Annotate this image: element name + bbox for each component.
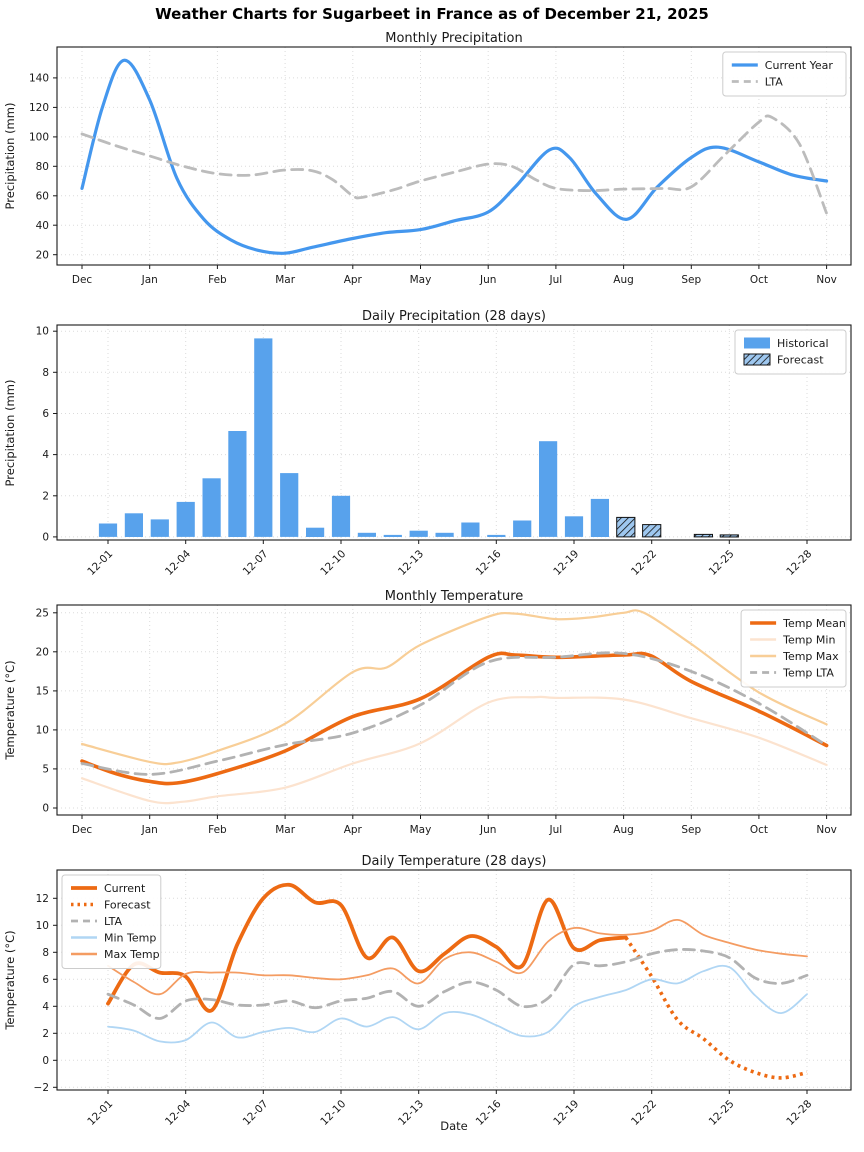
y-tick-label: 12 bbox=[35, 892, 49, 905]
x-tick-label: Apr bbox=[343, 824, 362, 836]
x-tick-label: 12-10 bbox=[318, 1097, 349, 1128]
historical-bar bbox=[539, 441, 557, 537]
y-tick-label: 6 bbox=[42, 408, 49, 421]
legend-label: Forecast bbox=[777, 353, 824, 367]
y-tick-label: 8 bbox=[42, 946, 49, 959]
y-tick-label: 15 bbox=[35, 685, 49, 698]
historical-bar bbox=[591, 499, 609, 537]
ticks bbox=[53, 613, 827, 819]
ylabel-daily-precip: Precipitation (mm) bbox=[3, 379, 17, 487]
x-tick-label: Oct bbox=[749, 274, 769, 286]
x-tick-label: 12-25 bbox=[706, 1097, 737, 1128]
legend-label: Min Temp bbox=[104, 931, 157, 945]
y-tick-label: 0 bbox=[42, 531, 49, 544]
ylabel-monthly-temp: Temperature (°C) bbox=[3, 660, 17, 760]
x-tick-label: Dec bbox=[71, 824, 93, 836]
historical-bar bbox=[332, 496, 350, 537]
x-tick-label: Apr bbox=[343, 274, 362, 286]
ylabel-monthly-precip: Precipitation (mm) bbox=[3, 102, 17, 210]
x-tick-label: May bbox=[409, 824, 432, 836]
x-tick-label: Jan bbox=[141, 274, 158, 286]
chart-3 bbox=[34, 870, 851, 1128]
historical-bar bbox=[487, 535, 505, 537]
y-tick-label: 4 bbox=[42, 1000, 49, 1013]
legend-label: LTA bbox=[104, 914, 123, 928]
historical-bar bbox=[461, 523, 479, 537]
forecast-bar bbox=[643, 525, 661, 537]
x-tick-label: 12-28 bbox=[784, 1097, 815, 1128]
historical-bar bbox=[513, 521, 531, 538]
historical-bar bbox=[99, 524, 117, 537]
x-tick-label: 12-19 bbox=[551, 1097, 582, 1128]
historical-bar bbox=[306, 528, 324, 537]
y-tick-label: 4 bbox=[42, 449, 49, 462]
legend-swatch-historical bbox=[744, 338, 770, 349]
chart-1 bbox=[36, 325, 851, 578]
x-tick-label: Jan bbox=[141, 824, 158, 836]
y-tick-label: 10 bbox=[35, 724, 49, 737]
x-tick-label: May bbox=[409, 274, 432, 286]
legend-label: Max Temp bbox=[104, 947, 160, 961]
y-tick-label: 60 bbox=[35, 190, 49, 203]
y-tick-label: 20 bbox=[35, 249, 49, 262]
x-tick-label: 12-10 bbox=[318, 547, 349, 578]
x-tick-label: 12-16 bbox=[473, 547, 504, 578]
y-tick-label: 100 bbox=[28, 131, 49, 144]
xlabel-date: Date bbox=[440, 1119, 468, 1133]
x-tick-label: 12-16 bbox=[473, 1097, 504, 1128]
x-tick-label: Nov bbox=[816, 274, 837, 286]
series-lta-line bbox=[82, 116, 827, 214]
legend bbox=[723, 52, 846, 96]
series-max-temp-line bbox=[108, 920, 807, 994]
legend-label: Temp Min bbox=[783, 633, 836, 647]
historical-bar bbox=[125, 513, 143, 537]
ylabel-daily-temp: Temperature (°C) bbox=[3, 930, 17, 1030]
y-tick-label: 10 bbox=[35, 919, 49, 932]
x-tick-label: Mar bbox=[275, 824, 296, 836]
historical-bar bbox=[384, 535, 402, 537]
x-tick-label: 12-19 bbox=[551, 547, 582, 578]
historical-bar bbox=[228, 431, 246, 537]
x-tick-label: Feb bbox=[208, 274, 227, 286]
legend-swatch-forecast bbox=[744, 354, 770, 365]
grid bbox=[57, 870, 851, 1090]
historical-bar bbox=[358, 533, 376, 537]
historical-bar bbox=[410, 531, 428, 537]
legend bbox=[62, 875, 161, 969]
legend-label: Forecast bbox=[104, 898, 151, 912]
x-tick-label: Jun bbox=[479, 824, 497, 836]
x-tick-label: Mar bbox=[275, 274, 296, 286]
grid bbox=[57, 325, 851, 540]
x-tick-label: 12-01 bbox=[85, 547, 116, 578]
legend bbox=[741, 610, 846, 687]
x-tick-label: Sep bbox=[681, 274, 702, 286]
y-tick-label: 2 bbox=[42, 490, 49, 503]
legend-label: Temp Mean bbox=[783, 616, 846, 630]
series-temp-mean-line bbox=[82, 653, 827, 783]
x-tick-label: Nov bbox=[816, 824, 837, 836]
x-tick-label: Jul bbox=[549, 824, 563, 836]
chart-title-daily-precip: Daily Precipitation (28 days) bbox=[362, 309, 546, 324]
x-tick-label: Dec bbox=[71, 274, 93, 286]
y-tick-label: 2 bbox=[42, 1027, 49, 1040]
legend-label: Current bbox=[104, 881, 146, 895]
historical-bar bbox=[151, 519, 169, 537]
y-tick-label: 140 bbox=[28, 72, 49, 85]
x-tick-label: Feb bbox=[208, 824, 227, 836]
y-tick-label: −2 bbox=[33, 1081, 49, 1094]
chart-2 bbox=[36, 605, 851, 836]
axes-frame bbox=[57, 325, 851, 540]
historical-bar bbox=[565, 516, 583, 537]
y-tick-label: 10 bbox=[35, 325, 49, 338]
y-tick-label: 0 bbox=[42, 1054, 49, 1067]
y-tick-label: 0 bbox=[42, 802, 49, 815]
x-tick-label: 12-13 bbox=[395, 547, 427, 578]
x-tick-label: 12-04 bbox=[162, 1097, 194, 1128]
x-tick-label: 12-13 bbox=[395, 1097, 427, 1128]
historical-bar bbox=[254, 338, 272, 537]
series-temp-min-line bbox=[82, 697, 827, 803]
chart-0 bbox=[29, 47, 851, 286]
series-current-line bbox=[108, 885, 626, 1011]
chart-title-monthly-precip: Monthly Precipitation bbox=[385, 31, 523, 46]
axes-frame bbox=[57, 870, 851, 1090]
legend-label: Current Year bbox=[764, 58, 833, 72]
figure-title: Weather Charts for Sugarbeet in France as of December 21, 2025 bbox=[155, 5, 709, 23]
series-current-year-line bbox=[82, 60, 827, 253]
legend-label: Historical bbox=[777, 336, 829, 350]
x-tick-label: Aug bbox=[613, 824, 634, 836]
chart-title-daily-temp: Daily Temperature (28 days) bbox=[361, 854, 547, 869]
y-tick-label: 20 bbox=[35, 646, 49, 659]
series-min-temp-line bbox=[108, 966, 807, 1043]
x-tick-label: 12-25 bbox=[706, 547, 737, 578]
x-tick-label: 12-22 bbox=[628, 547, 660, 578]
x-tick-label: 12-07 bbox=[240, 1097, 271, 1128]
x-tick-label: Aug bbox=[613, 274, 634, 286]
x-tick-label: Jun bbox=[479, 274, 497, 286]
y-tick-label: 5 bbox=[42, 763, 49, 776]
x-tick-label: 12-04 bbox=[162, 547, 194, 578]
series-temp-max-line bbox=[82, 610, 827, 764]
forecast-bar bbox=[617, 517, 635, 537]
legend-label: LTA bbox=[764, 75, 783, 89]
y-tick-label: 80 bbox=[35, 160, 49, 173]
y-tick-label: 120 bbox=[28, 101, 49, 114]
chart-title-monthly-temp: Monthly Temperature bbox=[384, 589, 524, 604]
legend-label: Temp Max bbox=[783, 649, 839, 663]
y-tick-label: 8 bbox=[42, 366, 49, 379]
historical-bar bbox=[177, 502, 195, 537]
historical-bar bbox=[280, 473, 298, 537]
series-temp-lta-line bbox=[82, 653, 827, 775]
forecast-bar bbox=[720, 535, 738, 537]
historical-bar bbox=[436, 533, 454, 537]
y-tick-label: 25 bbox=[35, 607, 49, 620]
y-tick-label: 6 bbox=[42, 973, 49, 986]
x-tick-label: 12-07 bbox=[240, 547, 271, 578]
ticks bbox=[53, 331, 807, 544]
ticks bbox=[53, 78, 827, 269]
legend-label: Temp LTA bbox=[783, 666, 834, 680]
y-tick-label: 40 bbox=[35, 219, 49, 232]
x-tick-label: Jul bbox=[549, 274, 563, 286]
x-tick-label: Sep bbox=[681, 824, 702, 836]
x-tick-label: 12-28 bbox=[784, 547, 815, 578]
historical-bar bbox=[203, 478, 221, 537]
x-tick-label: 12-22 bbox=[628, 1097, 660, 1128]
forecast-bar bbox=[694, 534, 712, 537]
x-tick-label: 12-01 bbox=[85, 1097, 116, 1128]
series-forecast-line bbox=[626, 938, 807, 1078]
x-tick-label: Oct bbox=[749, 824, 769, 836]
legend bbox=[735, 330, 846, 374]
